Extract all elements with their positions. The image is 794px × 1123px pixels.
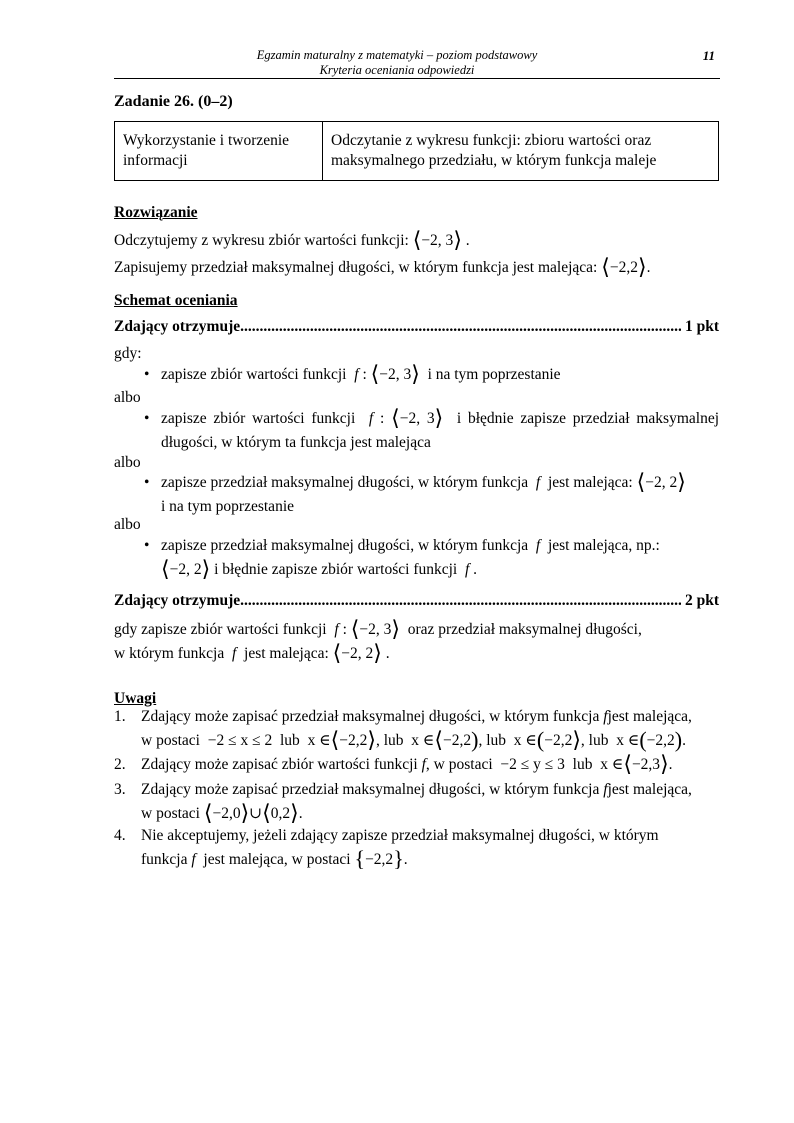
- note-3-number: 3.: [114, 781, 126, 798]
- decreasing-interval: −2,2: [609, 259, 638, 276]
- task-skill-cell: Wykorzystanie i tworzenie informacji: [115, 122, 323, 181]
- bullet-2-text: zapisze zbiór wartości funkcji f : ⟨−2, 3⟩ i błędnie zapisze przedział maksymalnej długości, w którym ta funkcja jest malejąca: [161, 405, 720, 451]
- note-1-text: Zdający może zapisać przedział maksymalnej długości, w którym funkcja fjest malejąca, w postaci −2 ≤ x ≤ 2 lub x ∈⟨−2,2⟩, lub x ∈⟨−2,2), lub x ∈(−2,2⟩, lub x ∈(−2,2).: [141, 708, 692, 752]
- gdy-label: gdy:: [114, 345, 142, 362]
- bullet-4-text: zapisze przedział maksymalnej długości, w którym funkcja f jest malejąca, np.: ⟨−2, 2⟩ i błędnie zapisze zbiór wartości funkcji f .: [161, 537, 660, 581]
- bullet-3-marker: •: [144, 474, 150, 491]
- bullet-1-marker: •: [144, 366, 150, 383]
- bullet-3-text: zapisze przedział maksymalnej długości, w którym funkcja f jest malejąca: ⟨−2, 2⟩ i na tym poprzestanie: [161, 469, 686, 515]
- solution-heading: Rozwiązanie: [114, 204, 198, 221]
- score-1-points: 1 pkt: [684, 318, 719, 335]
- albo-2: albo: [114, 454, 141, 471]
- bullet-4-marker: •: [144, 537, 150, 554]
- note-4-number: 4.: [114, 827, 126, 844]
- header-exam-title: Egzamin maturalny z matematyki – poziom podstawowy: [256, 48, 538, 62]
- note-4-text: Nie akceptujemy, jeżeli zdający zapisze przedział maksymalnej długości, w którym funkcja f jest malejąca, w postaci {−2,2}.: [141, 827, 659, 871]
- bullet-2-marker: •: [144, 410, 150, 427]
- task-requirement-cell: Odczytanie z wykresu funkcji: zbioru wartości oraz maksymalnego przedziału, w którym funkcja maleje: [323, 122, 719, 181]
- task-title: Zadanie 26. (0–2): [114, 93, 233, 110]
- note-1-number: 1.: [114, 708, 126, 725]
- header-rule: [114, 78, 720, 79]
- albo-3: albo: [114, 516, 141, 533]
- score-row-1: Zdający otrzymuje ..... 1 pkt: [114, 318, 719, 336]
- note-2-text: Zdający może zapisać zbiór wartości funkcji f, w postaci −2 ≤ y ≤ 3 lub x ∈⟨−2,3⟩.: [141, 751, 673, 776]
- note-2-number: 2.: [114, 756, 126, 773]
- solution-line-1: Odczytujemy z wykresu zbiór wartości funkcji: ⟨−2, 3⟩ .: [114, 227, 470, 252]
- values-set: −2, 3: [421, 232, 454, 249]
- header-subtitle: Kryteria oceniania odpowiedzi: [319, 63, 475, 77]
- score-2-points: 2 pkt: [684, 592, 719, 609]
- notes-heading: Uwagi: [114, 690, 157, 707]
- score-2-condition: gdy zapisze zbiór wartości funkcji f : ⟨−2, 3⟩ oraz przedział maksymalnej długości, w którym funkcja f jest malejąca: ⟨−2, 2⟩ .: [114, 616, 642, 665]
- page-number: 11: [702, 48, 715, 63]
- note-3-text: Zdający może zapisać przedział maksymalnej długości, w którym funkcja fjest malejąca, w postaci ⟨−2,0⟩∪⟨0,2⟩.: [141, 781, 692, 825]
- score-row-2: Zdający otrzymuje ..... 2 pkt: [114, 592, 719, 610]
- solution-line-2: Zapisujemy przedział maksymalnej długości, w którym funkcja jest malejąca: ⟨−2,2⟩.: [114, 254, 651, 279]
- albo-1: albo: [114, 389, 141, 406]
- task-info-table: [114, 121, 719, 181]
- scheme-heading: Schemat oceniania: [114, 292, 238, 309]
- bullet-1-text: zapisze zbiór wartości funkcji f : ⟨−2, 3⟩ i na tym poprzestanie: [161, 361, 561, 386]
